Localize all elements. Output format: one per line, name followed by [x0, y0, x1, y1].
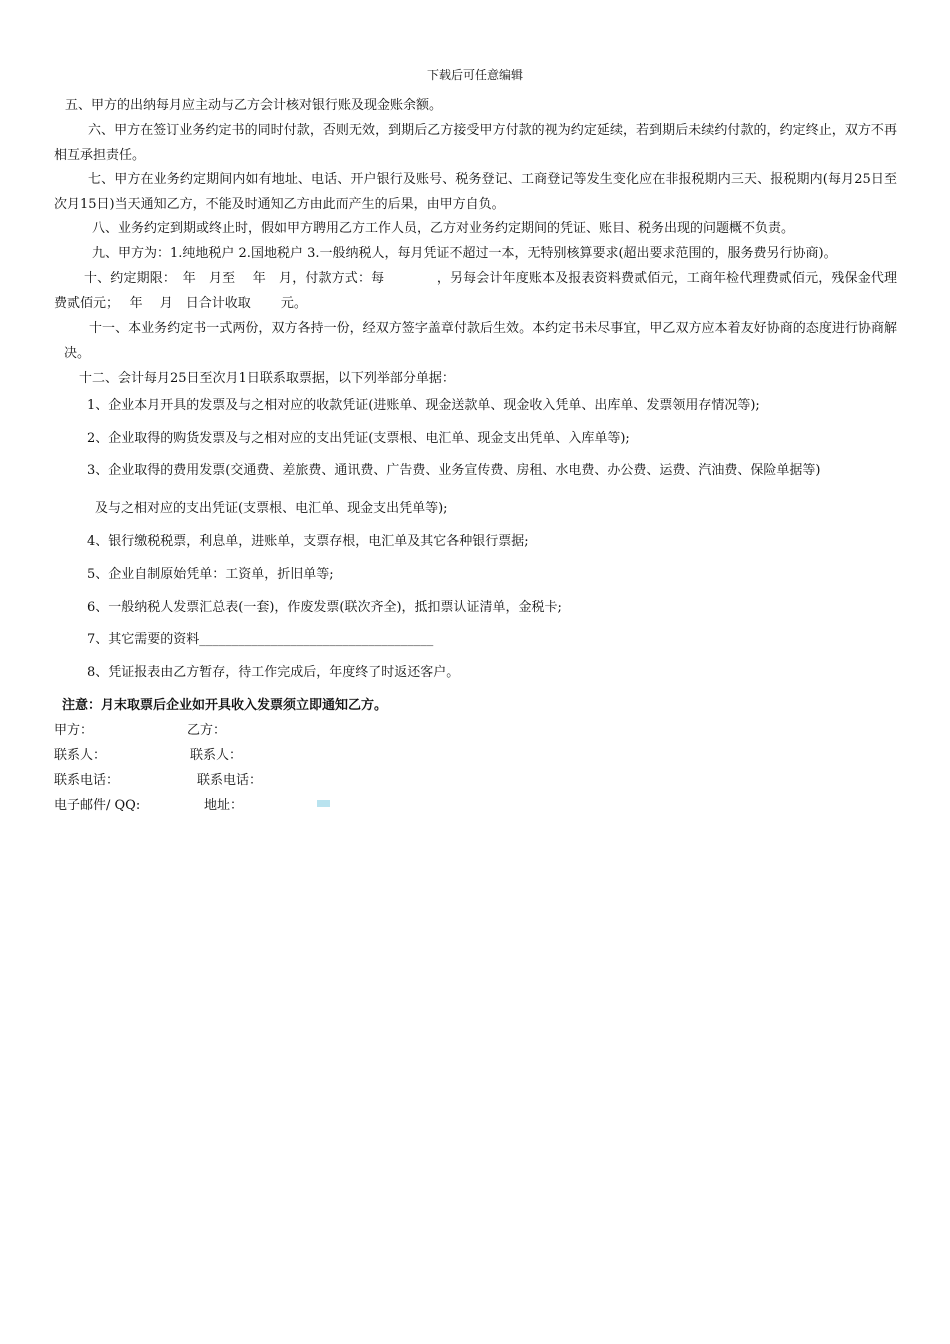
phone-b-label: 联系电话： — [197, 773, 263, 788]
email-a-label: 电子邮件/ QQ: — [54, 798, 141, 813]
clause-10: 十、约定期限： 年 月至 年 月，付款方式：每 ，另每会计年度账本及报表资料费贰佰元，工商年检代理费贰佰元，残保金代理费贰佰元； 年 月 日合计收取 元。 — [54, 271, 897, 311]
list-item-1: 1、企业本月开具的发票及与之相对应的收款凭证(进账单、现金送款单、现金收入凭单、出库单、发票领用存情况等); — [87, 398, 760, 413]
list-item-8: 8、凭证报表由乙方暂存，待工作完成后，年度终了时返还客户。 — [87, 665, 460, 680]
list-item-2: 2、企业取得的购货发票及与之相对应的支出凭证(支票根、电汇单、现金支出凭单、入库单等); — [87, 431, 630, 446]
list-item-7: 7、其它需要的资料____________________________________ — [87, 632, 434, 647]
list-item-6: 6、一般纳税人发票汇总表(一套)，作废发票(联次齐全)，抵扣票认证清单，金税卡; — [87, 600, 562, 615]
clause-7: 七、甲方在业务约定期间内如有地址、电话、开户银行及账号、税务登记、工商登记等发生变化应在非报税期内三天、报税期内(每月25日至次月15日)当天通知乙方，不能及时通知乙方由此而产生的后果，由甲方自负。 — [54, 172, 897, 212]
list-item-3-continued: 及与之相对应的支出凭证(支票根、电汇单、现金支出凭单等); — [95, 501, 448, 516]
address-b-label: 地址： — [204, 798, 244, 813]
clause-6: 六、甲方在签订业务约定书的同时付款，否则无效，到期后乙方接受甲方付款的视为约定延续，若到期后未续约付款的，约定终止，双方不再相互承担责任。 — [54, 123, 897, 163]
phone-a-label: 联系电话： — [54, 773, 120, 788]
party-b-label: 乙方： — [187, 723, 227, 738]
clause-9: 九、甲方为：1.纯地税户 2.国地税户 3.一般纳税人，每月凭证不超过一本，无特别核算要求(超出要求范围的，服务费另行协商)。 — [92, 246, 837, 261]
clause-12: 十二、会计每月25日至次月1日联系取票据，以下列举部分单据： — [79, 371, 455, 386]
contact-a-label: 联系人： — [54, 748, 107, 763]
page-header: 下载后可任意编辑 — [426, 68, 523, 82]
contact-b-label: 联系人： — [190, 748, 243, 763]
list-item-4: 4、银行缴税税票，利息单，进账单，支票存根，电汇单及其它各种银行票据; — [87, 534, 529, 549]
list-item-3: 3、企业取得的费用发票(交通费、差旅费、通讯费、广告费、业务宣传费、房租、水电费、办公费、运费、汽油费、保险单据等) — [87, 463, 821, 478]
party-a-label: 甲方： — [54, 723, 94, 738]
clause-11: 十一、本业务约定书一式两份，双方各持一份，经双方签字盖章付款后生效。本约定书未尽事宜，甲乙双方应本着友好协商的态度进行协商解决。 — [64, 321, 897, 361]
highlight-marker — [317, 800, 330, 807]
clause-5: 五、甲方的出纳每月应主动与乙方会计核对银行账及现金账余额。 — [65, 98, 443, 113]
clause-8: 八、业务约定到期或终止时，假如甲方聘用乙方工作人员，乙方对业务约定期间的凭证、账目、税务出现的问题概不负责。 — [92, 221, 795, 236]
list-item-5: 5、企业自制原始凭单：工资单，折旧单等; — [87, 567, 334, 582]
notice: 注意：月末取票后企业如开具收入发票须立即通知乙方。 — [62, 698, 388, 713]
